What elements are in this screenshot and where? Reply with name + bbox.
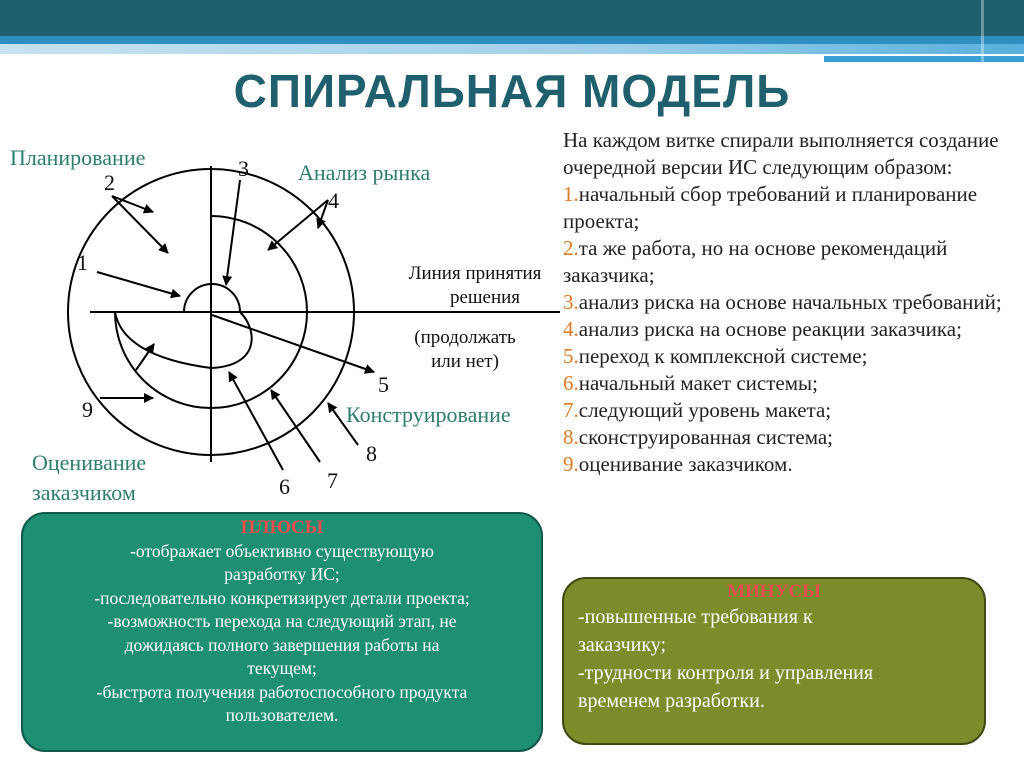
step-item: 5.переход к комплексной системе; — [563, 344, 868, 368]
label-evaluation-2: заказчиком — [32, 480, 136, 505]
decision-line-label — [390, 262, 560, 310]
step-item: 8.сконструированная система; — [563, 425, 834, 449]
pros-line: разработку ИС; — [224, 564, 340, 584]
step-item: 3.анализ риска на основе начальных требований; — [563, 290, 1002, 314]
spiral-number-8: 8 — [366, 441, 377, 466]
pros-heading: ПЛЮСЫ — [240, 517, 324, 538]
step-item: 4.анализ риска на основе реакции заказчика; — [563, 317, 962, 341]
spiral-number-6: 6 — [279, 474, 290, 499]
cons-line: временем разработки. — [578, 690, 765, 712]
step-item: 6.начальный макет системы; — [563, 371, 818, 395]
steps-intro: На каждом витке спирали выполняется создание очередной версии ИС следующим образом: — [563, 128, 999, 179]
decision-line-label-2: решения — [449, 287, 521, 308]
arrow-6 — [229, 372, 283, 470]
arrow-3 — [226, 180, 240, 285]
label-planning: Планирование — [10, 145, 146, 170]
step-item: 2.та же работа, но на основе рекомендаций заказчика; — [563, 236, 948, 287]
step-item: 9.оценивание заказчиком. — [563, 452, 793, 476]
label-construction: Конструирование — [346, 402, 511, 427]
pros-line: -последовательно конкретизирует детали проекта; — [94, 587, 470, 608]
pros-line: дожидаясь полного завершения работы на — [124, 634, 440, 655]
arrow-7 — [271, 390, 320, 462]
arrow-9b — [136, 344, 154, 370]
spiral-number-9: 9 — [82, 397, 93, 422]
spiral-number-5: 5 — [378, 372, 389, 397]
spiral-number-2: 2 — [104, 170, 115, 195]
pros-line: текущем; — [247, 658, 317, 678]
spiral-connector — [115, 312, 252, 368]
arrow-1 — [97, 272, 180, 296]
step-item: 7.следующий уровень макета; — [563, 398, 832, 422]
decision-question — [390, 326, 540, 374]
decision-question-2: или нет) — [431, 351, 499, 372]
cons-line: -трудности контроля и управления — [578, 662, 874, 684]
cons-heading: МИНУСЫ — [727, 581, 821, 602]
pros-line: -отображает объективно существующую — [130, 540, 434, 561]
label-market: Анализ рынка — [298, 160, 431, 185]
spiral-number-7: 7 — [327, 468, 338, 493]
decision-question-1: (продолжать — [414, 327, 516, 348]
arrow-2b — [112, 196, 168, 253]
cons-line: -повышенные требования к — [578, 606, 813, 628]
label-evaluation-1: Оценивание — [32, 450, 147, 475]
steps-description — [563, 127, 1003, 478]
cons-box — [562, 577, 986, 745]
pros-box — [21, 512, 543, 752]
spiral-number-4: 4 — [328, 188, 339, 213]
slide-title: СПИРАЛЬНАЯ МОДЕЛЬ — [233, 65, 791, 117]
pros-line: -возможность перехода на следующий этап, не — [107, 611, 457, 631]
cons-line: заказчику; — [578, 634, 667, 656]
decision-line-label-1: Линия принятия — [408, 263, 542, 284]
pros-line: -быстрота получения работоспособного продукта — [96, 681, 468, 702]
step-item: 1.начальный сбор требований и планирование проекта; — [563, 182, 978, 233]
spiral-number-3: 3 — [238, 156, 249, 181]
pros-line: пользователем. — [225, 705, 339, 725]
spiral-number-1: 1 — [77, 250, 88, 275]
